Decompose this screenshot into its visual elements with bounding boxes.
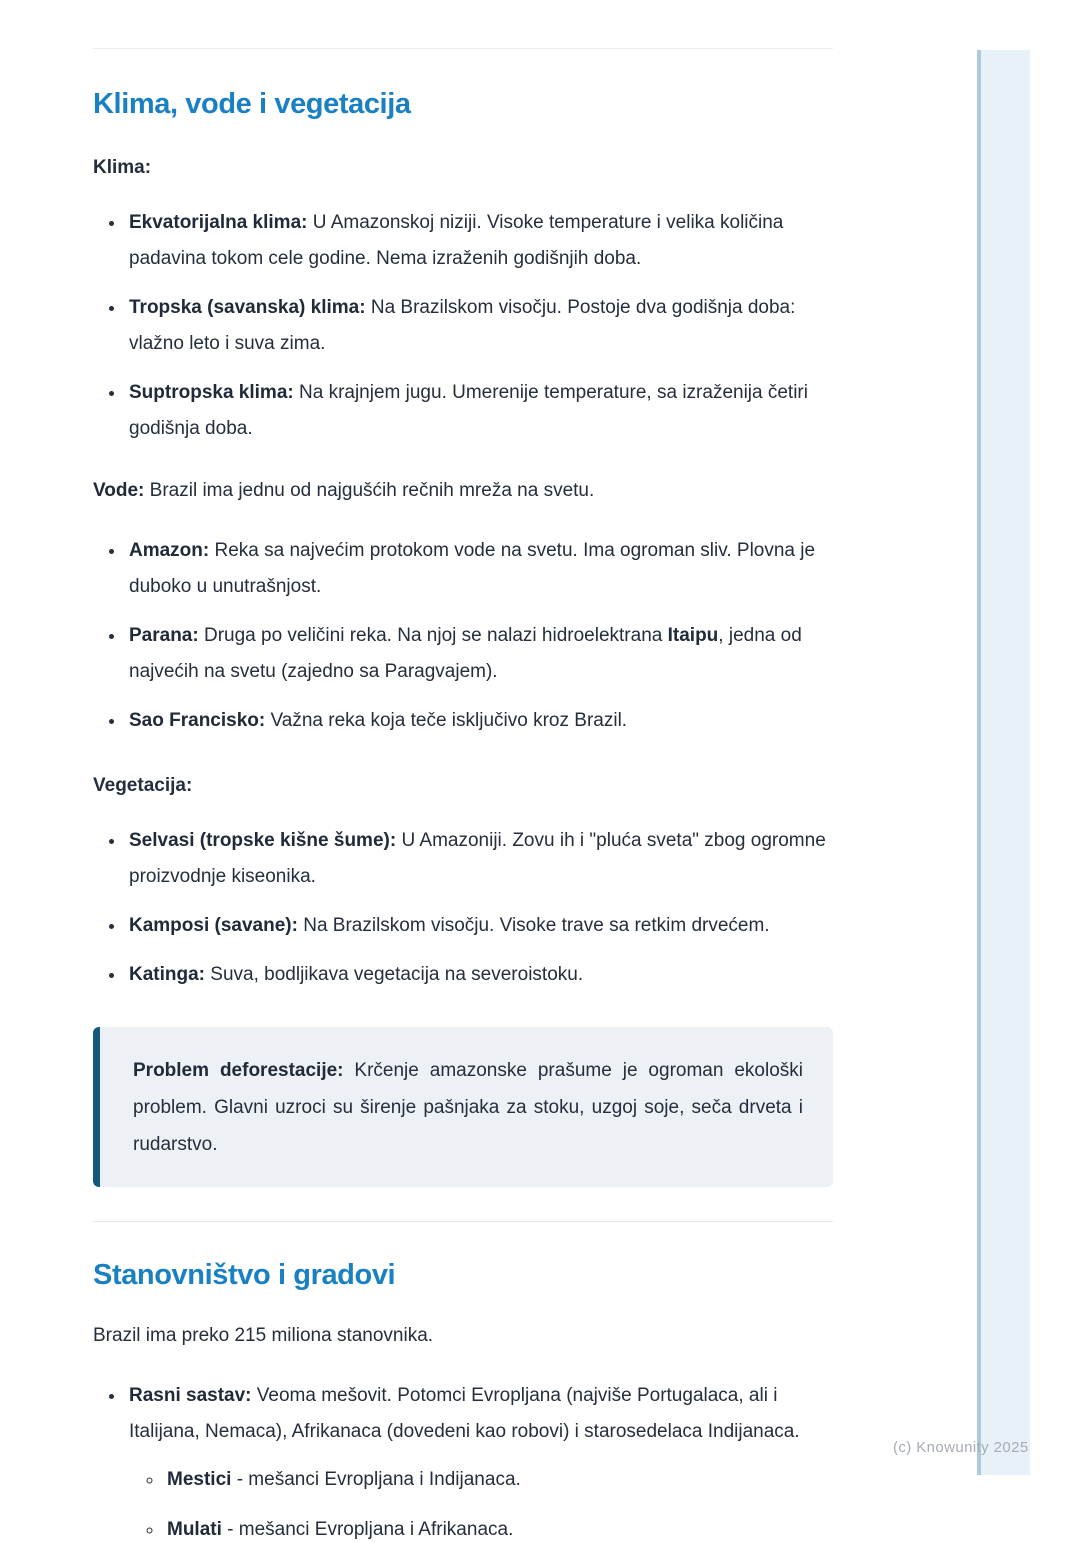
item-lead: Sao Francisko:: [129, 710, 266, 731]
item-lead: Parana:: [129, 625, 199, 646]
top-divider: [93, 48, 833, 49]
item-text: Veoma mešovit. Potomci Evropljana (najviše Portugalaca, ali i Italijana, Nemaca), Afrikanaca (dovedeni kao robovi) i starosedelaca Indijanaca.: [129, 1385, 800, 1442]
item-bold-itaipu: Itaipu: [667, 625, 719, 646]
item-text: - mešanci Evropljana i Afrikanaca.: [221, 1519, 514, 1540]
item-lead: Katinga:: [129, 964, 205, 985]
list-item-mulati: [164, 1512, 833, 1548]
item-lead: Mestici: [167, 1469, 232, 1490]
section-divider: [93, 1221, 833, 1222]
item-text: Važna reka koja teče isključivo kroz Brazil.: [265, 710, 628, 731]
list-item-selvasi: [126, 823, 833, 895]
item-lead: Suptropska klima:: [129, 382, 294, 403]
item-lead: Amazon:: [129, 540, 210, 561]
content-column: [93, 48, 833, 1548]
list-item-rasni-sastav: [126, 1378, 833, 1548]
right-side-stripe: [977, 50, 1030, 1475]
item-text: , jedna od najvećih na svetu (zajedno sa Paragvajem).: [129, 625, 802, 682]
label-vegetacija: Vegetacija:: [93, 775, 193, 796]
item-text: U Amazoniji. Zovu ih i "pluća sveta" zbog ogromne proizvodnje kiseonika.: [129, 830, 826, 887]
rivers-list: [93, 533, 833, 739]
callout-deforestation: [93, 1027, 833, 1187]
list-item-katinga: [126, 957, 833, 993]
item-text: Suva, bodljikava vegetacija na severoistoku.: [205, 964, 584, 985]
list-item-kamposi: [126, 908, 833, 944]
label-klima: Klima:: [93, 157, 152, 178]
nested-list: [129, 1462, 833, 1548]
list-item-parana: [126, 618, 833, 690]
item-lead: Tropska (savanska) klima:: [129, 297, 366, 318]
paragraph-population: Brazil ima preko 215 miliona stanovnika.: [93, 1325, 434, 1346]
copyright-watermark: (c) Knowunity 2025: [893, 1439, 1029, 1456]
callout-lead: Problem deforestacije:: [133, 1060, 344, 1081]
item-text: U Amazonskoj niziji. Visoke temperature i velika količina padavina tokom cele godine. Nema izraženih godišnjih doba.: [129, 212, 784, 269]
item-text: Na krajnjem jugu. Umerenije temperature, sa izraženija četiri godišnja doba.: [129, 382, 808, 439]
callout-text: Krčenje amazonske prašume je ogroman ekološki problem. Glavni uzroci su širenje pašnjaka za stoku, uzgoj soje, seča drveta i rudarstvo.: [133, 1060, 803, 1155]
paragraph-text: Brazil ima jednu od najgušćih rečnih mreža na svetu.: [144, 480, 595, 501]
list-item-suptropska-klima: [126, 375, 833, 447]
list-item-mestici: [164, 1462, 833, 1498]
list-item-amazon: [126, 533, 833, 605]
section-title-stanovnistvo-gradovi: Stanovništvo i gradovi: [93, 1259, 396, 1291]
item-text: Na Brazilskom visočju. Visoke trave sa retkim drvećem.: [297, 915, 770, 936]
paragraph-vode: [93, 473, 833, 509]
item-lead: Kamposi (savane):: [129, 915, 298, 936]
item-text: Druga po veličini reka. Na njoj se nalazi hidroelektrana: [198, 625, 668, 646]
item-text: Na Brazilskom visočju. Postoje dva godišnja doba: vlažno leto i suva zima.: [129, 297, 796, 354]
item-lead: Rasni sastav:: [129, 1385, 252, 1406]
item-text: - mešanci Evropljana i Indijanaca.: [231, 1469, 521, 1490]
section-title-klima-vode-vegetacija: Klima, vode i vegetacija: [93, 88, 411, 120]
vegetation-list: [93, 823, 833, 993]
list-item-tropska-klima: [126, 290, 833, 362]
item-lead: Ekvatorijalna klima:: [129, 212, 308, 233]
population-list: [93, 1378, 833, 1548]
list-item-ekvatorijalna-klima: [126, 205, 833, 277]
paragraph-lead: Vode:: [93, 480, 145, 501]
item-lead: Selvasi (tropske kišne šume):: [129, 830, 397, 851]
climate-list: [93, 205, 833, 447]
list-item-sao-francisko: [126, 703, 833, 739]
item-text: Reka sa najvećim protokom vode na svetu. Ima ogroman sliv. Plovna je duboko u unutrašnjost.: [129, 540, 816, 597]
item-lead: Mulati: [167, 1519, 222, 1540]
